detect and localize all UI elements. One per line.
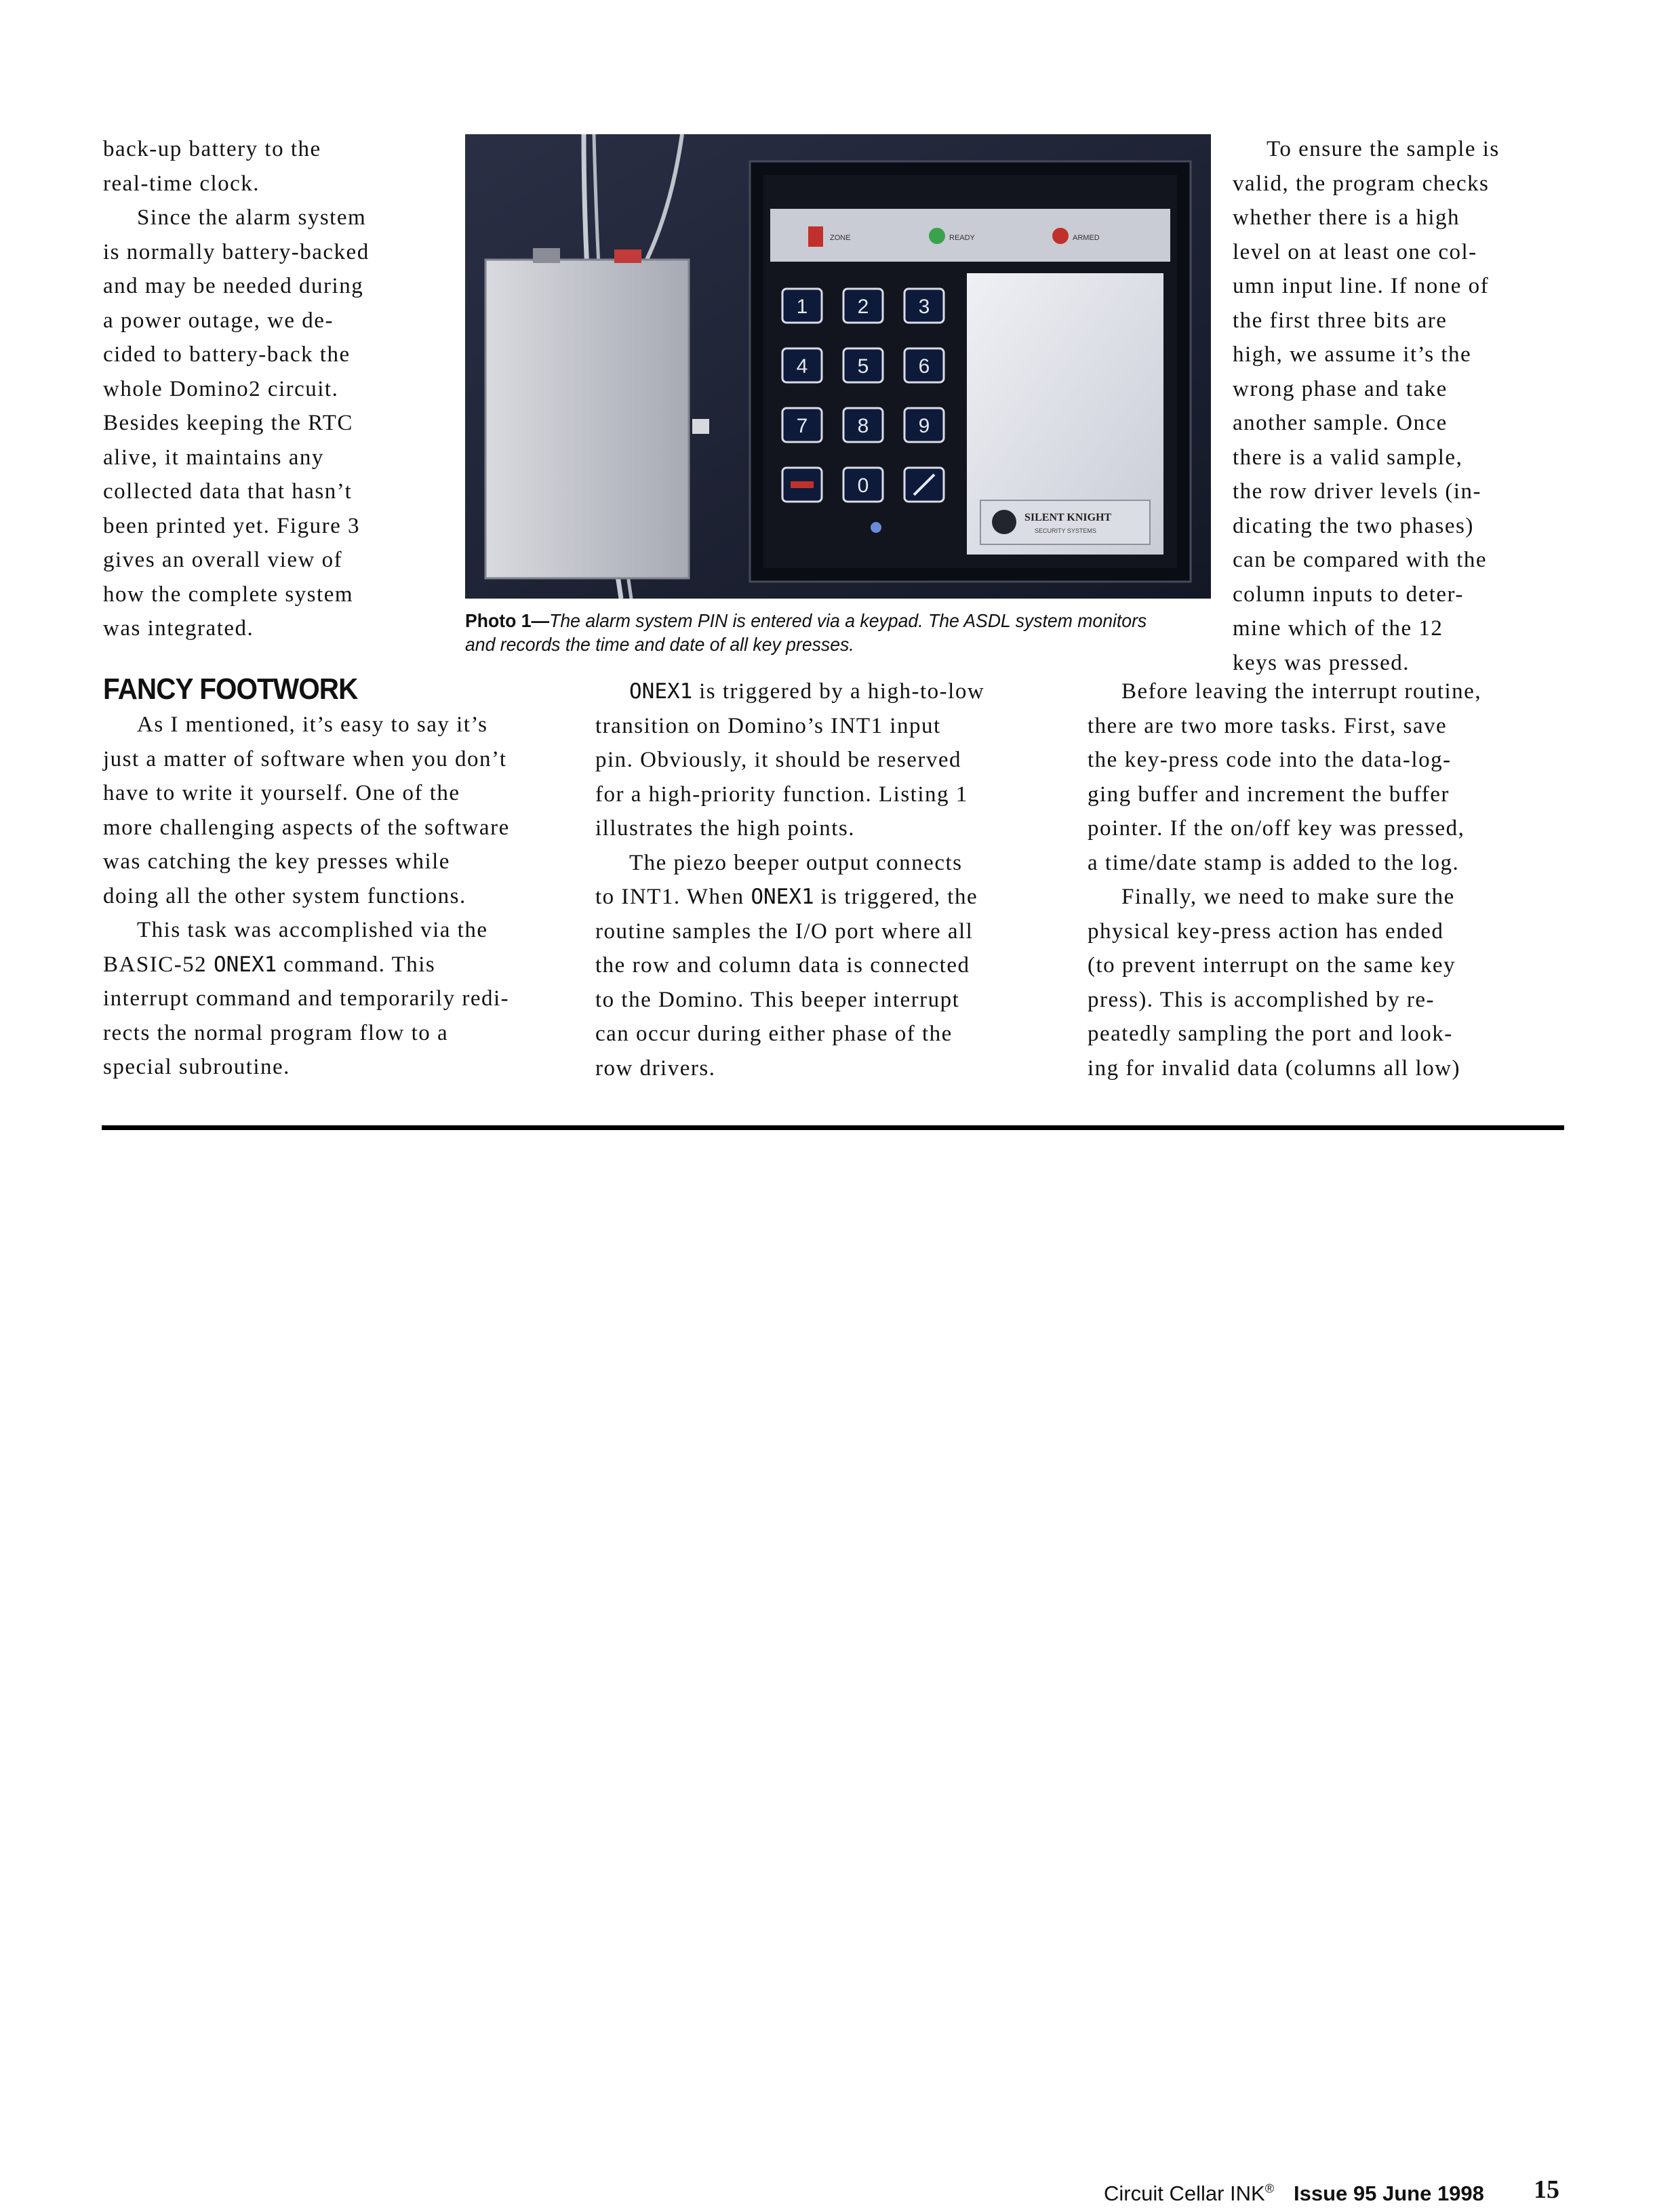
keypad-key-label: 6: [918, 355, 930, 378]
text-line: been printed yet. Figure 3: [103, 513, 360, 538]
text-line: high, we assume it’s the: [1233, 342, 1472, 367]
text-line: [103, 742, 578, 777]
text-line: [1088, 675, 1576, 709]
text-line: keys was pressed.: [1233, 650, 1410, 675]
text-span: Finally, we need to make sure the: [1121, 885, 1455, 909]
keypad-key-label: 1: [796, 296, 808, 318]
text-line: [1088, 914, 1576, 949]
section-divider: [102, 1125, 1564, 1130]
text-span: to INT1. When: [595, 885, 751, 909]
text-line: [595, 983, 1070, 1018]
text-line: dicating the two phases): [1233, 513, 1474, 538]
text-line: was integrated.: [103, 616, 254, 641]
text-span: Before leaving the interrupt routine,: [1121, 679, 1482, 704]
zone-indicator: [808, 226, 823, 247]
text-line: valid, the program checks: [1233, 171, 1490, 196]
status-label-0: ZONE: [830, 234, 851, 242]
text-span: ing for invalid data (columns all low): [1088, 1055, 1461, 1081]
text-line: whether there is a high: [1233, 205, 1460, 230]
text-span: press). This is accomplished by re-: [1088, 987, 1435, 1012]
text-span: have to write it yourself. One of the: [103, 781, 460, 805]
text-line: Besides keeping the RTC: [103, 411, 353, 435]
text-line: [1088, 948, 1576, 983]
magazine-name: Circuit Cellar INK: [1104, 2181, 1265, 2205]
registered-mark: ®: [1264, 2181, 1274, 2196]
text-line: [1088, 709, 1576, 744]
code-command: ONEX1: [751, 885, 814, 909]
text-line: [595, 948, 1070, 983]
text-line: [103, 845, 578, 879]
text-span: (to prevent interrupt on the same key: [1088, 953, 1456, 978]
text-line: [103, 948, 578, 982]
text-line: [1088, 880, 1576, 914]
text-span: The piezo beeper output connects: [629, 850, 963, 875]
section-heading: FANCY FOOTWORK: [103, 672, 358, 706]
text-line: [103, 776, 578, 811]
keypad-key-label: 5: [857, 355, 869, 378]
text-line: [103, 913, 578, 948]
text-span: ging buffer and increment the buffer: [1088, 782, 1450, 807]
text-span: the row and column data is connected: [595, 953, 970, 978]
text-line: [595, 1051, 1070, 1086]
bottom-right-column: [1088, 675, 1576, 1085]
text-span: physical key-press action has ended: [1088, 919, 1444, 944]
text-line: [1088, 983, 1576, 1018]
text-line: [1088, 1017, 1576, 1051]
text-line: [103, 811, 578, 845]
brand-subtitle: SECURITY SYSTEMS: [1035, 527, 1096, 534]
text-line: [1088, 1051, 1576, 1086]
text-span: pin. Obviously, it should be reserved: [595, 748, 962, 772]
text-span: special subroutine.: [103, 1055, 290, 1079]
text-line: a power outage, we de-: [103, 308, 334, 333]
text-line: [103, 1016, 578, 1051]
text-line: is normally battery-backed: [103, 239, 370, 264]
text-line: collected data that hasn’t: [103, 479, 353, 504]
bottom-middle-column: [595, 675, 1070, 1085]
caption-text: The alarm system PIN is entered via a keypad. The ASDL system monitors and records the time and date of all key presses.: [465, 610, 1147, 655]
text-line: To ensure the sample is: [1267, 137, 1500, 161]
text-line: can be compared with the: [1233, 548, 1488, 572]
armed-indicator: [1052, 228, 1069, 244]
text-line: [595, 778, 1070, 812]
caption-label: Photo 1—: [465, 610, 550, 631]
text-line: [1088, 846, 1576, 881]
brand-name: SILENT KNIGHT: [1024, 512, 1112, 523]
text-line: [103, 879, 578, 914]
keypad-key-label: 4: [796, 355, 808, 378]
keypad-key-label: 8: [857, 415, 869, 437]
text-line: column inputs to deter-: [1233, 582, 1464, 607]
text-span: more challenging aspects of the software: [103, 815, 510, 840]
keypad-illustration: [465, 134, 1211, 599]
text-line: real-time clock.: [103, 171, 260, 196]
photo-caption: [465, 609, 1174, 656]
text-line: whole Domino2 circuit.: [103, 376, 339, 401]
keypad-key-label: 7: [796, 415, 808, 437]
text-line: [1088, 811, 1576, 846]
text-line: wrong phase and take: [1233, 376, 1448, 401]
text-line: [595, 880, 1070, 914]
page-number: 15: [1534, 2175, 1559, 2204]
text-span: command. This: [277, 952, 436, 977]
text-span: pointer. If the on/off key was pressed,: [1088, 816, 1465, 841]
text-line: umn input line. If none of: [1233, 274, 1490, 298]
text-span: routine samples the I/O port where all: [595, 919, 974, 944]
text-line: level on at least one col-: [1233, 239, 1477, 264]
text-line: the first three bits are: [1233, 308, 1448, 333]
text-line: [1088, 778, 1576, 812]
text-span: BASIC-52: [103, 952, 214, 977]
keypad-key-label: 9: [918, 415, 930, 437]
text-line: [595, 914, 1070, 949]
text-line: [103, 708, 578, 742]
text-span: peatedly sampling the port and look-: [1088, 1022, 1453, 1046]
text-span: doing all the other system functions.: [103, 883, 466, 908]
text-span: This task was accomplished via the: [137, 918, 488, 942]
text-span: interrupt command and temporarily redi-: [103, 986, 510, 1011]
code-command: ONEX1: [629, 679, 693, 704]
text-span: As I mentioned, it’s easy to say it’s: [137, 712, 488, 737]
text-span: is triggered by a high-to-low: [692, 679, 985, 704]
text-line: [595, 846, 1070, 881]
text-line: mine which of the 12: [1233, 616, 1443, 641]
text-span: rects the normal program flow to a: [103, 1020, 449, 1045]
text-line: Since the alarm system: [137, 205, 367, 230]
text-line: how the complete system: [103, 582, 354, 607]
top-right-column: [1233, 132, 1572, 680]
text-line: [595, 1017, 1070, 1051]
text-line: [595, 811, 1070, 846]
code-command: ONEX1: [213, 952, 277, 977]
text-span: a time/date stamp is added to the log.: [1088, 850, 1460, 875]
text-line: [595, 743, 1070, 778]
text-span: illustrates the high points.: [595, 816, 855, 841]
text-line: [595, 709, 1070, 744]
text-line: the row driver levels (in-: [1233, 479, 1482, 504]
text-span: just a matter of software when you don’t: [103, 746, 507, 771]
brand-logo-icon: [992, 510, 1016, 534]
text-line: cided to battery-back the: [103, 342, 351, 367]
text-line: there is a valid sample,: [1233, 445, 1463, 470]
text-line: alive, it maintains any: [103, 445, 324, 470]
text-line: [103, 982, 578, 1016]
off-key-icon: [791, 481, 814, 488]
text-line: and may be needed during: [103, 274, 364, 298]
text-line: [1088, 743, 1576, 778]
bottom-left-column: [103, 708, 578, 1085]
text-line: another sample. Once: [1233, 411, 1448, 435]
text-line: [103, 1050, 578, 1085]
keypad-led: [871, 522, 881, 533]
text-line: [595, 675, 1070, 709]
text-span: there are two more tasks. First, save: [1088, 713, 1448, 738]
text-span: was catching the key presses while: [103, 849, 450, 874]
text-span: the key-press code into the data-log-: [1088, 748, 1452, 772]
top-left-column: [103, 132, 442, 646]
text-line: back-up battery to the: [103, 137, 321, 161]
keypad-key-label: 3: [918, 296, 930, 318]
text-span: to the Domino. This beeper interrupt: [595, 987, 960, 1012]
text-span: is triggered, the: [814, 885, 978, 909]
keypad-key-label: 0: [857, 475, 869, 497]
control-box: [485, 260, 689, 578]
status-label-2: ARMED: [1073, 234, 1100, 242]
footer-magazine: [1104, 2181, 1274, 2206]
text-span: can occur during either phase of the: [595, 1022, 953, 1046]
keypad-photo: [465, 134, 1211, 599]
text-span: for a high-priority function. Listing 1: [595, 782, 968, 807]
text-span: row drivers.: [595, 1055, 716, 1081]
ready-indicator: [929, 228, 945, 244]
footer-issue: Issue 95 June 1998: [1294, 2181, 1484, 2205]
text-line: gives an overall view of: [103, 548, 343, 572]
text-span: transition on Domino’s INT1 input: [595, 713, 941, 738]
status-label-1: READY: [949, 234, 975, 242]
keypad-key-label: 2: [857, 296, 869, 318]
